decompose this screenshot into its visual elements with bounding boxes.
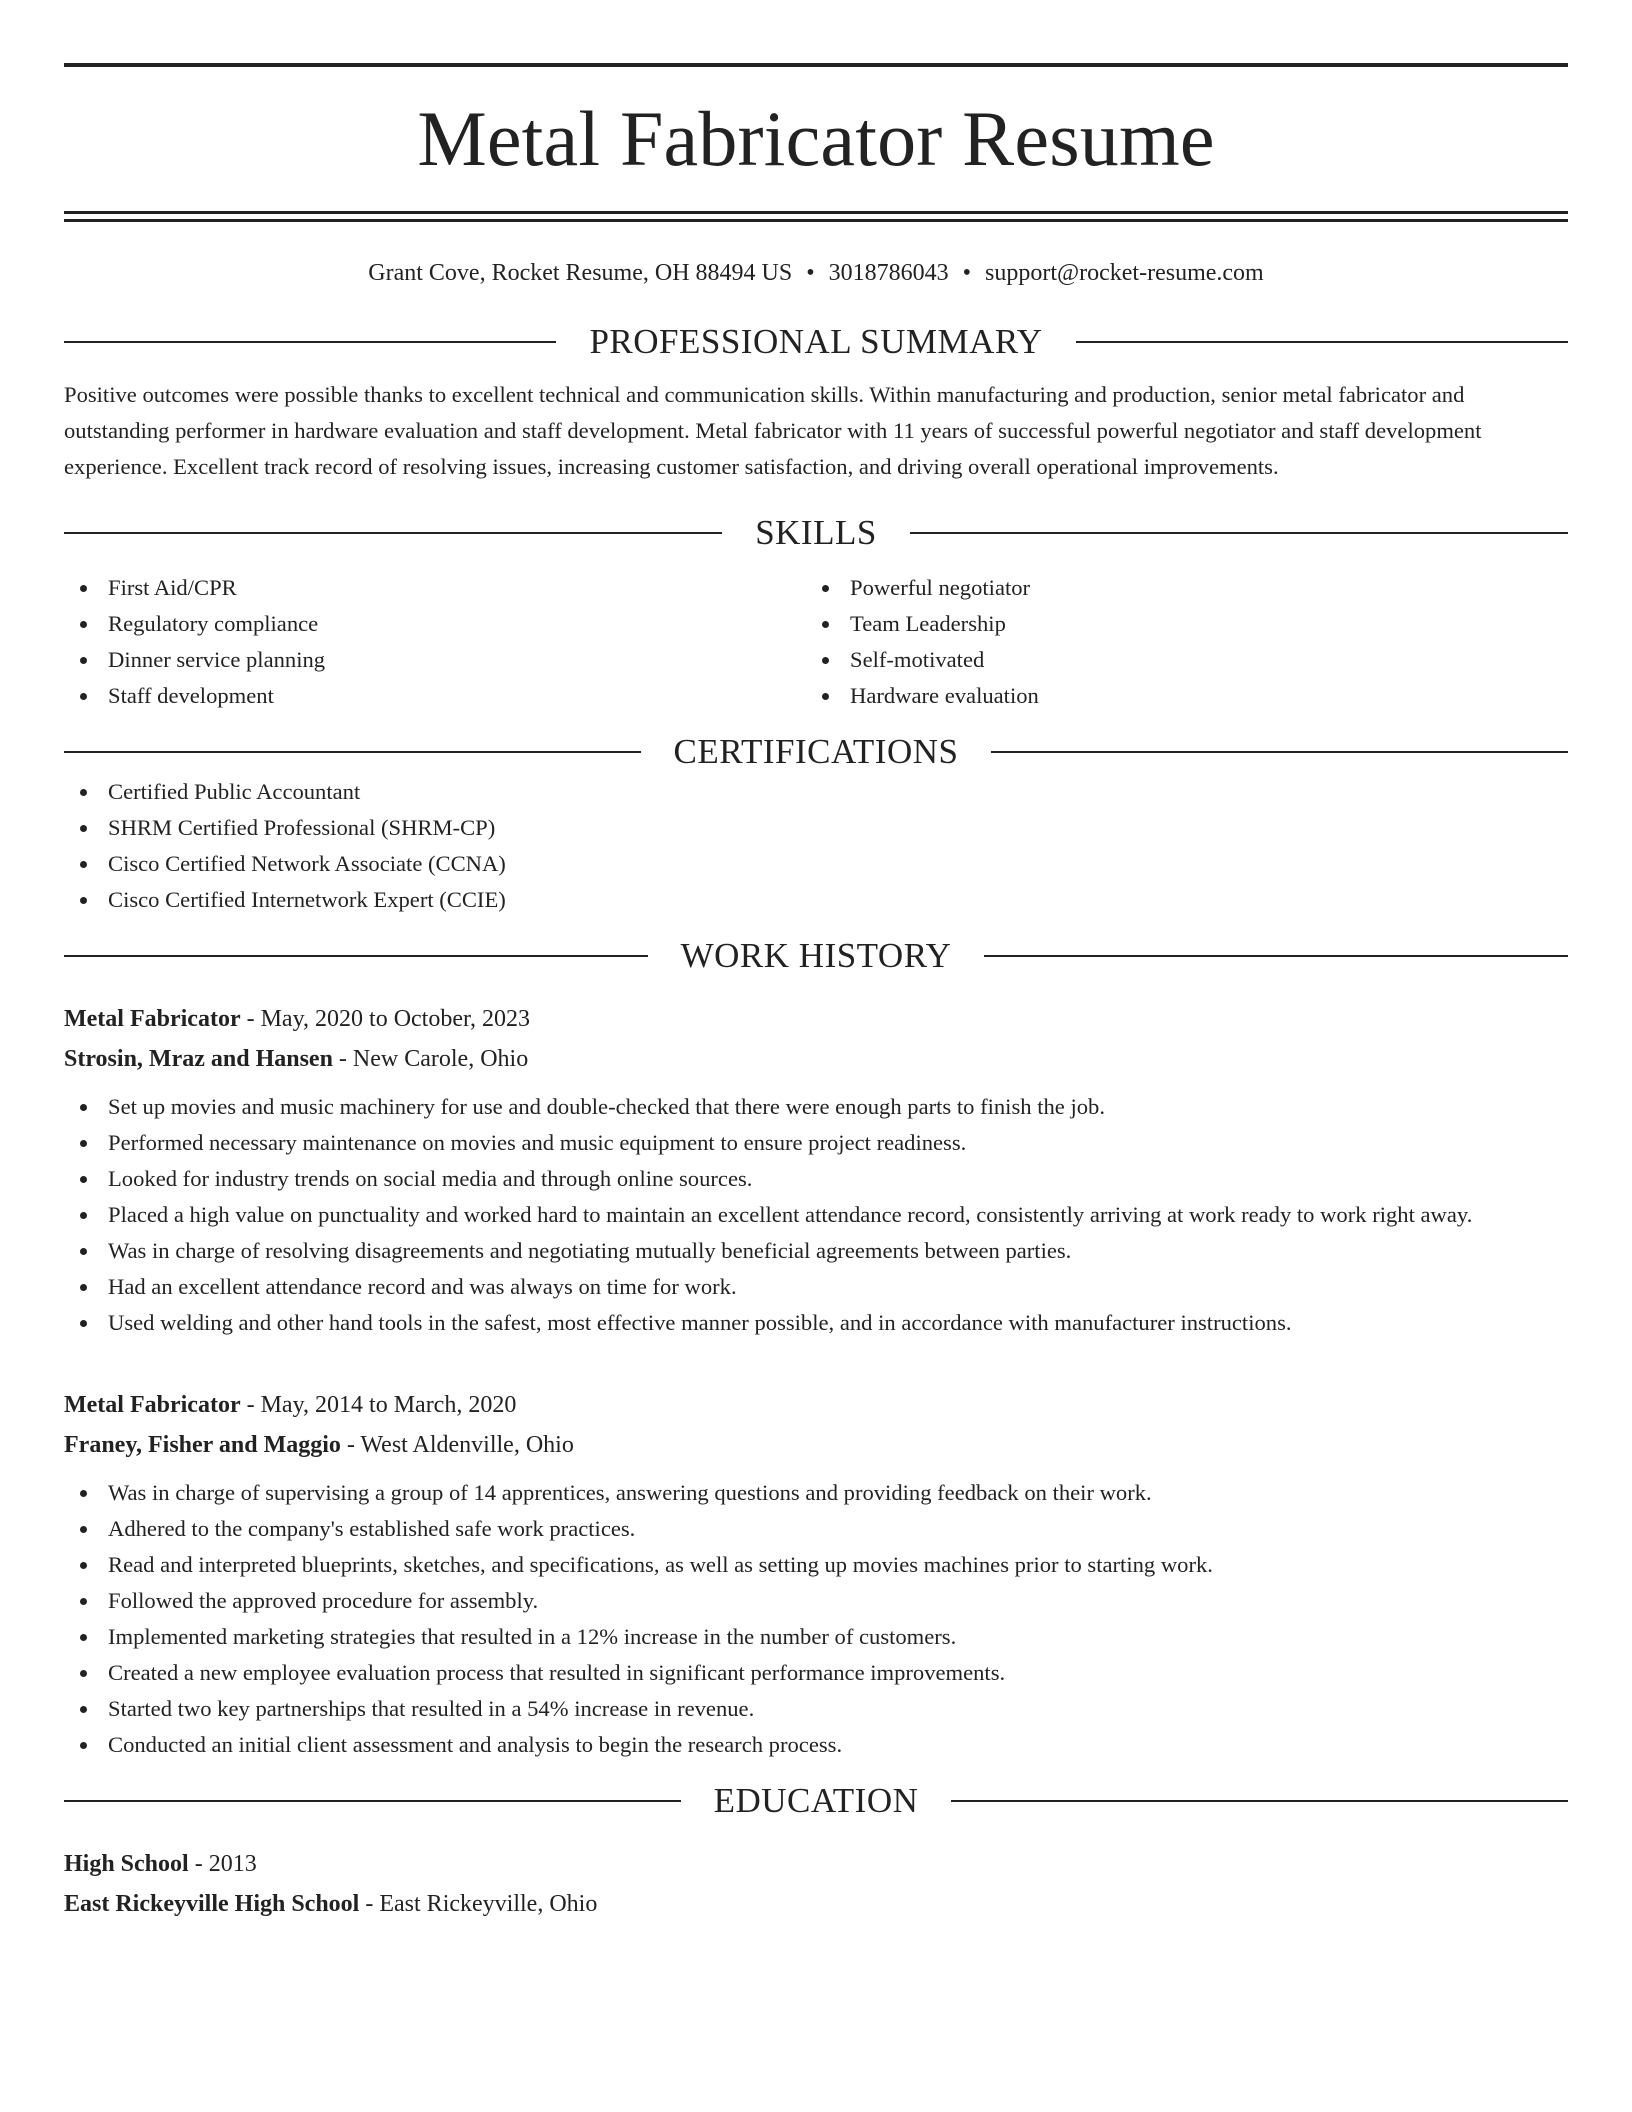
top-rule [64, 63, 1568, 67]
job-entry [64, 1385, 1568, 1763]
contact-separator: • [806, 260, 815, 286]
list-item: Implemented marketing strategies that resulted in a 12% increase in the number of customers. [64, 1619, 1568, 1655]
bullet-icon [80, 861, 87, 868]
bullet-icon [80, 1320, 87, 1327]
list-item: Adhered to the company's established safe work practices. [64, 1511, 1568, 1547]
summary-section-heading [64, 320, 1568, 364]
bullet-icon [80, 1598, 87, 1605]
job-bullets [64, 1089, 1568, 1341]
contact-address: Grant Cove, Rocket Resume, OH 88494 US [368, 260, 793, 286]
list-item: Hardware evaluation [806, 678, 1548, 714]
skills-list-right [806, 570, 1548, 714]
bullet-icon [80, 1742, 87, 1749]
heading-rule-right [991, 751, 1568, 753]
education-school-line: East Rickeyville High School - East Rickeyville, Ohio [64, 1891, 598, 1917]
list-item: Had an excellent attendance record and was always on time for work. [64, 1269, 1568, 1305]
job-title-line: Metal Fabricator - May, 2020 to October, 2023 [64, 1006, 531, 1032]
job-location: West Aldenville, Ohio [360, 1432, 574, 1458]
bullet-icon [80, 1562, 87, 1569]
job-entry [64, 999, 1568, 1341]
list-item: Cisco Certified Internetwork Expert (CCIE) [64, 882, 1568, 918]
education-degree: High School [64, 1851, 189, 1877]
education-degree-line: High School - 2013 [64, 1851, 257, 1877]
list-item: Self-motivated [806, 642, 1548, 678]
list-item: SHRM Certified Professional (SHRM-CP) [64, 810, 1568, 846]
heading-rule-left [64, 751, 641, 753]
education-section-heading [64, 1779, 1568, 1823]
bullet-icon [80, 1526, 87, 1533]
list-item: Certified Public Accountant [64, 774, 1568, 810]
list-item: Was in charge of supervising a group of 14 apprentices, answering questions and providing feedback on their work. [64, 1475, 1568, 1511]
job-dates: May, 2020 to October, 2023 [260, 1006, 531, 1032]
bullet-icon [80, 1248, 87, 1255]
bullet-icon [80, 1706, 87, 1713]
work-heading: WORK HISTORY [680, 936, 952, 975]
bullet-icon [80, 1670, 87, 1677]
skills-columns [64, 570, 1568, 714]
list-item: Was in charge of resolving disagreements and negotiating mutually beneficial agreements between parties. [64, 1233, 1568, 1269]
page-title: Metal Fabricator Resume [417, 95, 1215, 182]
bullet-icon [80, 1104, 87, 1111]
heading-rule-left [64, 341, 556, 343]
list-item: First Aid/CPR [64, 570, 806, 606]
job-company: Strosin, Mraz and Hansen [64, 1046, 333, 1072]
bullet-icon [80, 897, 87, 904]
job-company-line: Strosin, Mraz and Hansen - New Carole, Ohio [64, 1046, 529, 1072]
heading-rule-right [910, 532, 1568, 534]
job-location: New Carole, Ohio [352, 1046, 529, 1072]
work-section-heading [64, 934, 1568, 978]
list-item: Team Leadership [806, 606, 1548, 642]
heading-rule-left [64, 955, 648, 957]
list-item: Regulatory compliance [64, 606, 806, 642]
contact-phone: 3018786043 [828, 260, 949, 286]
heading-rule-left [64, 532, 722, 534]
education-school: East Rickeyville High School [64, 1891, 360, 1917]
heading-rule-right [1076, 341, 1568, 343]
list-item: Powerful negotiator [806, 570, 1548, 606]
job-title-line: Metal Fabricator - May, 2014 to March, 2020 [64, 1392, 517, 1418]
education-location: East Rickeyville, Ohio [379, 1891, 598, 1917]
list-item: Dinner service planning [64, 642, 806, 678]
list-item: Conducted an initial client assessment and analysis to begin the research process. [64, 1727, 1568, 1763]
education-entry [64, 1844, 1568, 1924]
bullet-icon [80, 657, 87, 664]
list-item: Created a new employee evaluation process that resulted in significant performance improvements. [64, 1655, 1568, 1691]
bullet-icon [822, 621, 829, 628]
bullet-icon [80, 585, 87, 592]
bullet-icon [80, 1490, 87, 1497]
job-bullets [64, 1475, 1568, 1763]
list-item: Cisco Certified Network Associate (CCNA) [64, 846, 1568, 882]
skills-section-heading [64, 511, 1568, 555]
certifications-section-heading [64, 730, 1568, 774]
list-item: Placed a high value on punctuality and worked hard to maintain an excellent attendance record, consistently arriving at work ready to work right away. [64, 1197, 1568, 1233]
bullet-icon [80, 825, 87, 832]
bullet-icon [822, 657, 829, 664]
list-item: Used welding and other hand tools in the safest, most effective manner possible, and in accordance with manufacturer instructions. [64, 1305, 1568, 1341]
summary-text: Positive outcomes were possible thanks to excellent technical and communication skills. Within manufacturing and production, senior metal fabricator and outstanding performer in hardware evaluation and staff development. Metal fabricator with 11 years of successful powerful negotiator and staff development experience. Excellent track record of resolving issues, increasing customer satisfaction, and driving overall operational improvements. [64, 382, 1482, 479]
list-item: Read and interpreted blueprints, sketches, and specifications, as well as setting up movies machines prior to starting work. [64, 1547, 1568, 1583]
heading-rule-right [951, 1800, 1568, 1802]
list-item: Performed necessary maintenance on movies and music equipment to ensure project readiness. [64, 1125, 1568, 1161]
bullet-icon [80, 1284, 87, 1291]
heading-rule-right [984, 955, 1568, 957]
job-dates: May, 2014 to March, 2020 [260, 1392, 517, 1418]
education-year: 2013 [208, 1851, 257, 1877]
contact-separator: • [962, 260, 972, 286]
job-title: Metal Fabricator [64, 1392, 241, 1418]
skills-list-left [64, 570, 806, 714]
contact-email: support@rocket-resume.com [985, 260, 1264, 286]
bullet-icon [822, 693, 829, 700]
certifications-list [64, 774, 1568, 918]
list-item: Followed the approved procedure for assembly. [64, 1583, 1568, 1619]
heading-rule-left [64, 1800, 681, 1802]
skills-heading: SKILLS [755, 513, 877, 552]
list-item: Started two key partnerships that resulted in a 54% increase in revenue. [64, 1691, 1568, 1727]
list-item: Set up movies and music machinery for use and double-checked that there were enough parts to finish the job. [64, 1089, 1568, 1125]
contact-line [64, 258, 1568, 288]
certifications-heading: CERTIFICATIONS [673, 732, 959, 771]
bullet-icon [80, 1140, 87, 1147]
job-title: Metal Fabricator [64, 1006, 241, 1032]
bullet-icon [80, 693, 87, 700]
list-item: Looked for industry trends on social media and through online sources. [64, 1161, 1568, 1197]
bullet-icon [80, 621, 87, 628]
title-double-rule [64, 211, 1568, 222]
bullet-icon [80, 1634, 87, 1641]
job-company: Franey, Fisher and Maggio [64, 1432, 341, 1458]
bullet-icon [80, 789, 87, 796]
education-heading: EDUCATION [713, 1781, 919, 1820]
summary-heading: PROFESSIONAL SUMMARY [589, 322, 1043, 361]
bullet-icon [822, 585, 829, 592]
bullet-icon [80, 1212, 87, 1219]
bullet-icon [80, 1176, 87, 1183]
job-company-line: Franey, Fisher and Maggio - West Aldenville, Ohio [64, 1432, 574, 1458]
list-item: Staff development [64, 678, 806, 714]
